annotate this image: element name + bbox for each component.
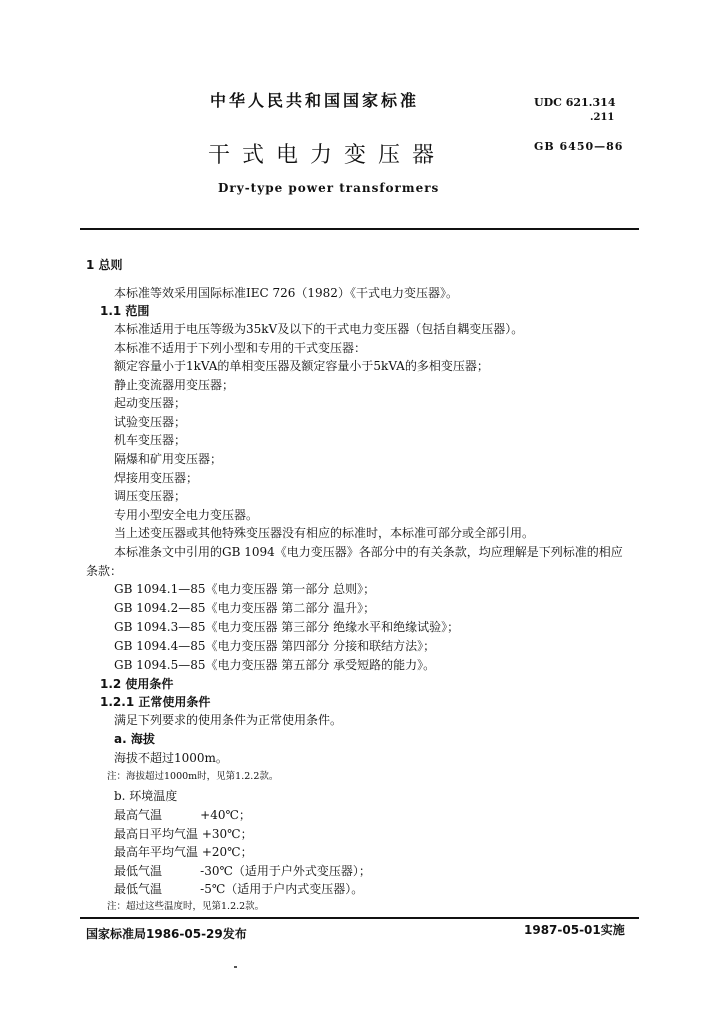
section-1-2-heading: 1.2 使用条件 bbox=[100, 677, 174, 691]
subitem-heading: a. 海拔 bbox=[114, 732, 155, 746]
reference-item: GB 1094.4—85《电力变压器 第四部分 分接和联结方法》； bbox=[114, 639, 436, 653]
list-item: 试验变压器； bbox=[114, 415, 187, 429]
footer-divider bbox=[80, 917, 639, 919]
reference-item: GB 1094.5—85《电力变压器 第五部分 承受短路的能力》。 bbox=[114, 658, 436, 672]
list-item: 起动变压器； bbox=[114, 396, 187, 410]
list-item: 调压变压器； bbox=[114, 489, 187, 503]
document-title-english: Dry-type power transformers bbox=[218, 181, 440, 195]
list-item: 专用小型安全电力变压器。 bbox=[114, 508, 259, 522]
paragraph: 本标准适用于电压等级为35kV及以下的干式电力变压器（包括自耦变压器）。 bbox=[114, 322, 524, 336]
standard-number: GB 6450—86 bbox=[534, 140, 624, 153]
issue-date: 国家标准局1986-05-29发布 bbox=[86, 927, 247, 941]
section-1-2-1-heading: 1.2.1 正常使用条件 bbox=[100, 695, 211, 709]
temperature-item: 最高气温 +40℃； bbox=[114, 808, 251, 822]
section-1-heading: 1 总则 bbox=[86, 258, 123, 272]
list-item: 隔爆和矿用变压器； bbox=[114, 452, 223, 466]
section-1-1-heading: 1.1 范围 bbox=[100, 304, 150, 318]
temperature-item: 最低气温 -30℃（适用于户外式变压器）； bbox=[114, 864, 371, 878]
reference-item: GB 1094.1—85《电力变压器 第一部分 总则》； bbox=[114, 582, 376, 596]
temperature-item: 最低气温 -5℃（适用于户内式变压器）。 bbox=[114, 882, 364, 896]
udc-code: UDC 621.314 bbox=[534, 96, 616, 109]
list-item: 焊接用变压器； bbox=[114, 471, 199, 485]
list-item: 静止变流器用变压器； bbox=[114, 378, 235, 392]
reference-item: GB 1094.2—85《电力变压器 第二部分 温升》； bbox=[114, 601, 376, 615]
note: 注：海拔超过1000m时，见第1.2.2款。 bbox=[107, 771, 279, 782]
paragraph: 本标准等效采用国际标准IEC 726（1982）《干式电力变压器》。 bbox=[114, 286, 458, 300]
paragraph: 条款： bbox=[86, 564, 123, 578]
scan-speck bbox=[234, 966, 237, 968]
temperature-item: 最高日平均气温 +30℃； bbox=[114, 827, 253, 841]
note: 注：超过这些温度时，见第1.2.2款。 bbox=[107, 901, 265, 912]
paragraph: 本标准不适用于下列小型和专用的干式变压器： bbox=[114, 341, 367, 355]
paragraph: 满足下列要求的使用条件为正常使用条件。 bbox=[114, 713, 343, 727]
effective-date: 1987-05-01实施 bbox=[524, 923, 625, 937]
issuing-authority-header: 中华人民共和国国家标准 bbox=[210, 91, 420, 110]
list-item: 机车变压器； bbox=[114, 433, 187, 447]
paragraph: 当上述变压器或其他特殊变压器没有相应的标准时，本标准可部分或全部引用。 bbox=[114, 526, 535, 540]
document-title-chinese: 干式电力变压器 bbox=[208, 143, 447, 168]
udc-code-suffix: .211 bbox=[590, 112, 615, 123]
header-divider bbox=[80, 228, 639, 230]
subitem-heading: b. 环境温度 bbox=[114, 789, 178, 803]
temperature-item: 最高年平均气温 +20℃； bbox=[114, 845, 253, 859]
reference-item: GB 1094.3—85《电力变压器 第三部分 绝缘水平和绝缘试验》； bbox=[114, 620, 460, 634]
list-item: 额定容量小于1kVA的单相变压器及额定容量小于5kVA的多相变压器； bbox=[114, 359, 489, 373]
paragraph: 本标准条文中引用的GB 1094《电力变压器》各部分中的有关条款，均应理解是下列标准的相应 bbox=[114, 545, 623, 559]
paragraph: 海拔不超过1000m。 bbox=[114, 751, 228, 765]
